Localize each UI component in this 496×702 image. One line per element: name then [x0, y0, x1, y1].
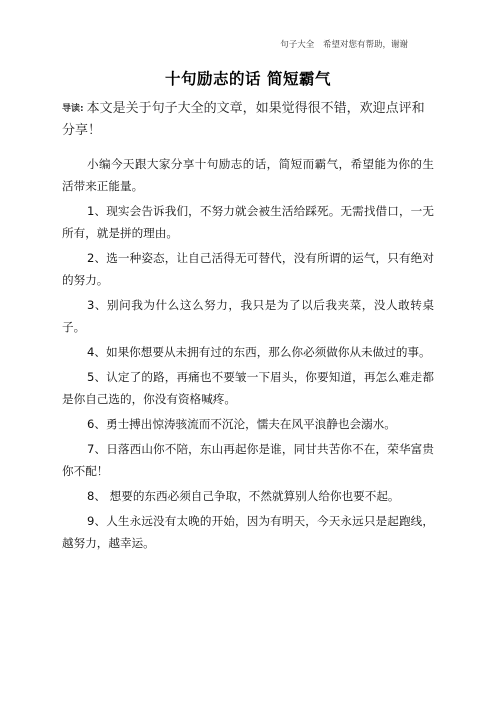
header-site: 句子大全 [280, 40, 315, 50]
paragraph-lead: 小编今天跟大家分享十句励志的话，简短而霸气，希望能为你的生活带来正能量。 [62, 157, 434, 193]
intro-label: 导读: [62, 104, 84, 114]
header-note: 希望对您有帮助，谢谢 [322, 40, 408, 50]
paragraph-4: 4、如果你想要从未拥有过的东西，那么你必须做你从未做过的事。 [87, 345, 431, 359]
article-intro [62, 98, 434, 142]
paragraph-1: 1、现实会告诉我们，不努力就会被生活给踩死。无需找借口，一无所有，就是拼的理由。 [62, 204, 434, 240]
article-body [62, 153, 434, 557]
paragraph-6: 6、勇士搏出惊涛骇流而不沉沦，懦夫在风平浪静也会溺水。 [87, 417, 396, 431]
paragraph-5: 5、认定了的路，再痛也不要皱一下眉头，你要知道，再怎么难走都是你自己选的，你没有资格喊疼。 [62, 370, 434, 406]
intro-text: 本文是关于句子大全的文章，如果觉得很不错，欢迎点评和分享！ [62, 101, 425, 138]
paragraph-9: 9、人生永远没有太晚的开始，因为有明天，今天永远只是起跑线，越努力，越幸运。 [62, 514, 434, 550]
paragraph-8: 8、 想要的东西必须自己争取，不然就算别人给你也要不起。 [87, 489, 400, 503]
article-title: 十句励志的话 简短霸气 [165, 70, 331, 88]
page-header [280, 38, 408, 50]
paragraph-7: 7、日落西山你不陪，东山再起你是谁，同甘共苦你不在，荣华富贵你不配！ [62, 442, 434, 478]
paragraph-3: 3、别问我为什么这么努力，我只是为了以后我夹菜，没人敢转桌子。 [62, 298, 434, 334]
paragraph-2: 2、选一种姿态，让自己活得无可替代，没有所谓的运气，只有绝对的努力。 [62, 251, 434, 287]
